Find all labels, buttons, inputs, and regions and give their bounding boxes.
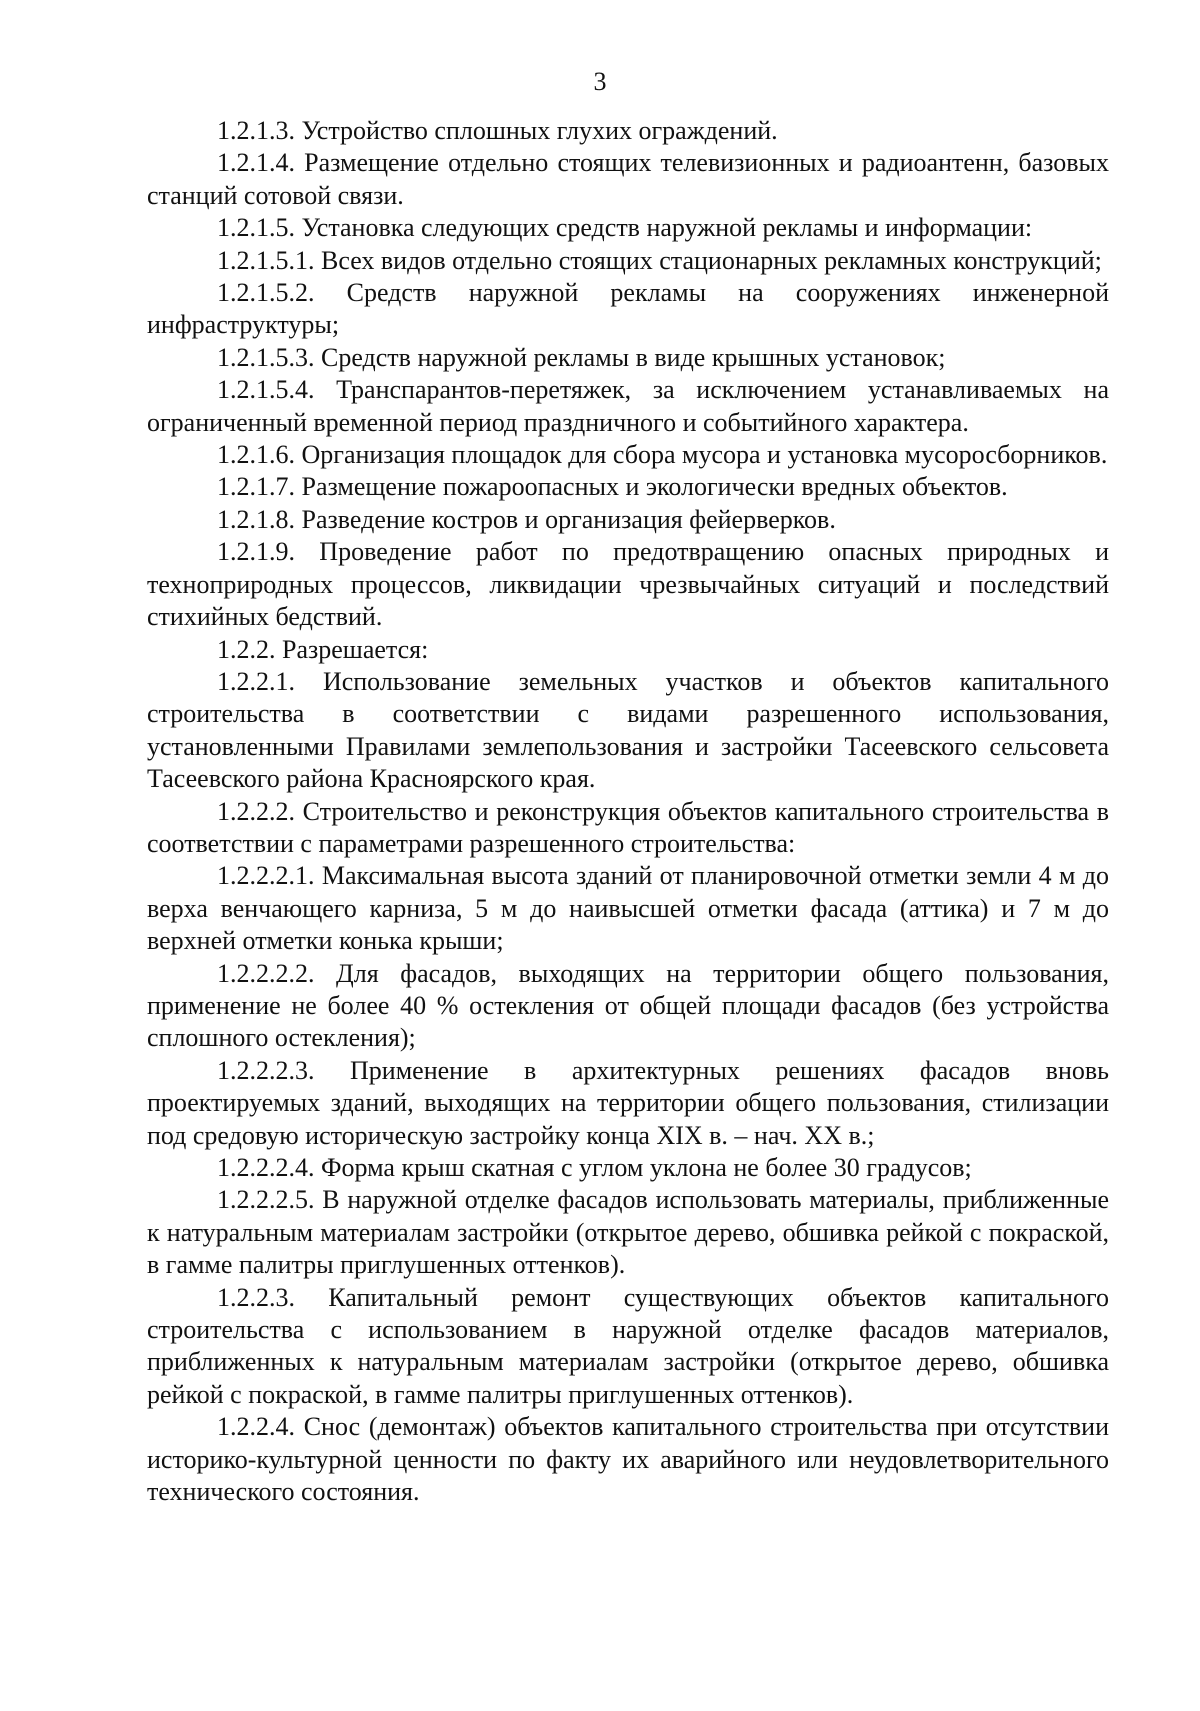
paragraph-1-2-1-9: 1.2.1.9. Проведение работ по предотвращению опасных природных и технoприродных процессов, ликвидации чрезвычайных ситуаций и последствий стихийных бедствий. xyxy=(147,537,1109,632)
paragraph-1-2-2: 1.2.2. Разрешается: xyxy=(217,634,429,664)
paragraph-1-2-2-2-5: 1.2.2.2.5. В наружной отделке фасадов использовать материалы, приближенные к натуральным материалам застройки (открытое дерево, обшивка рейкой с покраской, в гамме палитры приглушенных оттенков). xyxy=(147,1185,1109,1280)
paragraph-1-2-1-5-1: 1.2.1.5.1. Всех видов отдельно стоящих стационарных рекламных конструкций; xyxy=(217,245,1102,275)
paragraph-1-2-1-6: 1.2.1.6. Организация площадок для сбора мусора и установка мусоросборников. xyxy=(217,440,1108,470)
paragraph-1-2-1-5-3: 1.2.1.5.3. Средств наружной рекламы в виде крышных установок; xyxy=(217,342,946,372)
paragraph-1-2-2-2-3: 1.2.2.2.3. Применение в архитектурных решениях фасадов вновь проектируемых зданий, выходящих на территории общего пользования, стилизации под средовую историческую застройку конца XIX в. – нач. XX в.; xyxy=(147,1055,1109,1150)
document-body xyxy=(147,115,1109,1508)
paragraph-1-2-1-5-4: 1.2.1.5.4. Транспарантов-перетяжек, за исключением устанавливаемых на ограниченный временной период праздничного и событийного характера. xyxy=(147,375,1109,437)
paragraph-1-2-2-2: 1.2.2.2. Строительство и реконструкция объектов капитального строительства в соответствии с параметрами разрешенного строительства: xyxy=(147,796,1109,858)
paragraph-1-2-1-5-2: 1.2.1.5.2. Средств наружной рекламы на сооружениях инженерной инфраструктуры; xyxy=(147,278,1109,340)
paragraph-1-2-2-4: 1.2.2.4. Снос (демонтаж) объектов капитального строительства при отсутствии историко-культурной ценности по факту их аварийного или неудовлетворительного технического состояния. xyxy=(147,1412,1109,1507)
paragraph-1-2-2-2-4: 1.2.2.2.4. Форма крыш скатная с углом уклона не более 30 градусов; xyxy=(217,1153,972,1182)
paragraph-1-2-2-2-2: 1.2.2.2.2. Для фасадов, выходящих на территории общего пользования, применение не более 40 % остекления от общей площади фасадов (без устройства сплошного остекления); xyxy=(147,958,1109,1053)
paragraph-1-2-2-1: 1.2.2.1. Использование земельных участков и объектов капитального строительства в соответствии с видами разрешенного использования, установленными Правилами землепользования и застройки Тасеевского сельсовета Тасеевского района Красноярского края. xyxy=(147,666,1109,794)
paragraph-1-2-1-8: 1.2.1.8. Разведение костров и организация фейерверков. xyxy=(217,504,836,534)
paragraph-1-2-1-3: 1.2.1.3. Устройство сплошных глухих ограждений. xyxy=(217,116,778,145)
page-number: 3 xyxy=(593,67,607,96)
paragraph-1-2-1-7: 1.2.1.7. Размещение пожароопасных и экологически вредных объектов. xyxy=(217,472,1008,502)
paragraph-1-2-2-3: 1.2.2.3. Капитальный ремонт существующих объектов капитального строительства с использованием в наружной отделке фасадов материалов, приближенных к натуральным материалам застройки (открытое дерево, обшивка рейкой с покраской, в гамме палитры приглушенных оттенков). xyxy=(147,1282,1109,1409)
paragraph-1-2-1-5: 1.2.1.5. Установка следующих средств наружной рекламы и информации: xyxy=(217,213,1033,243)
paragraph-1-2-2-2-1: 1.2.2.2.1. Максимальная высота зданий от планировочной отметки земли 4 м до верха венчающего карниза, 5 м до наивысшей отметки фасада (аттика) и 7 м до верхней отметки конька крыши; xyxy=(147,861,1109,956)
paragraph-1-2-1-4: 1.2.1.4. Размещение отдельно стоящих телевизионных и радиоантенн, базовых станций сотовой связи. xyxy=(147,148,1109,210)
